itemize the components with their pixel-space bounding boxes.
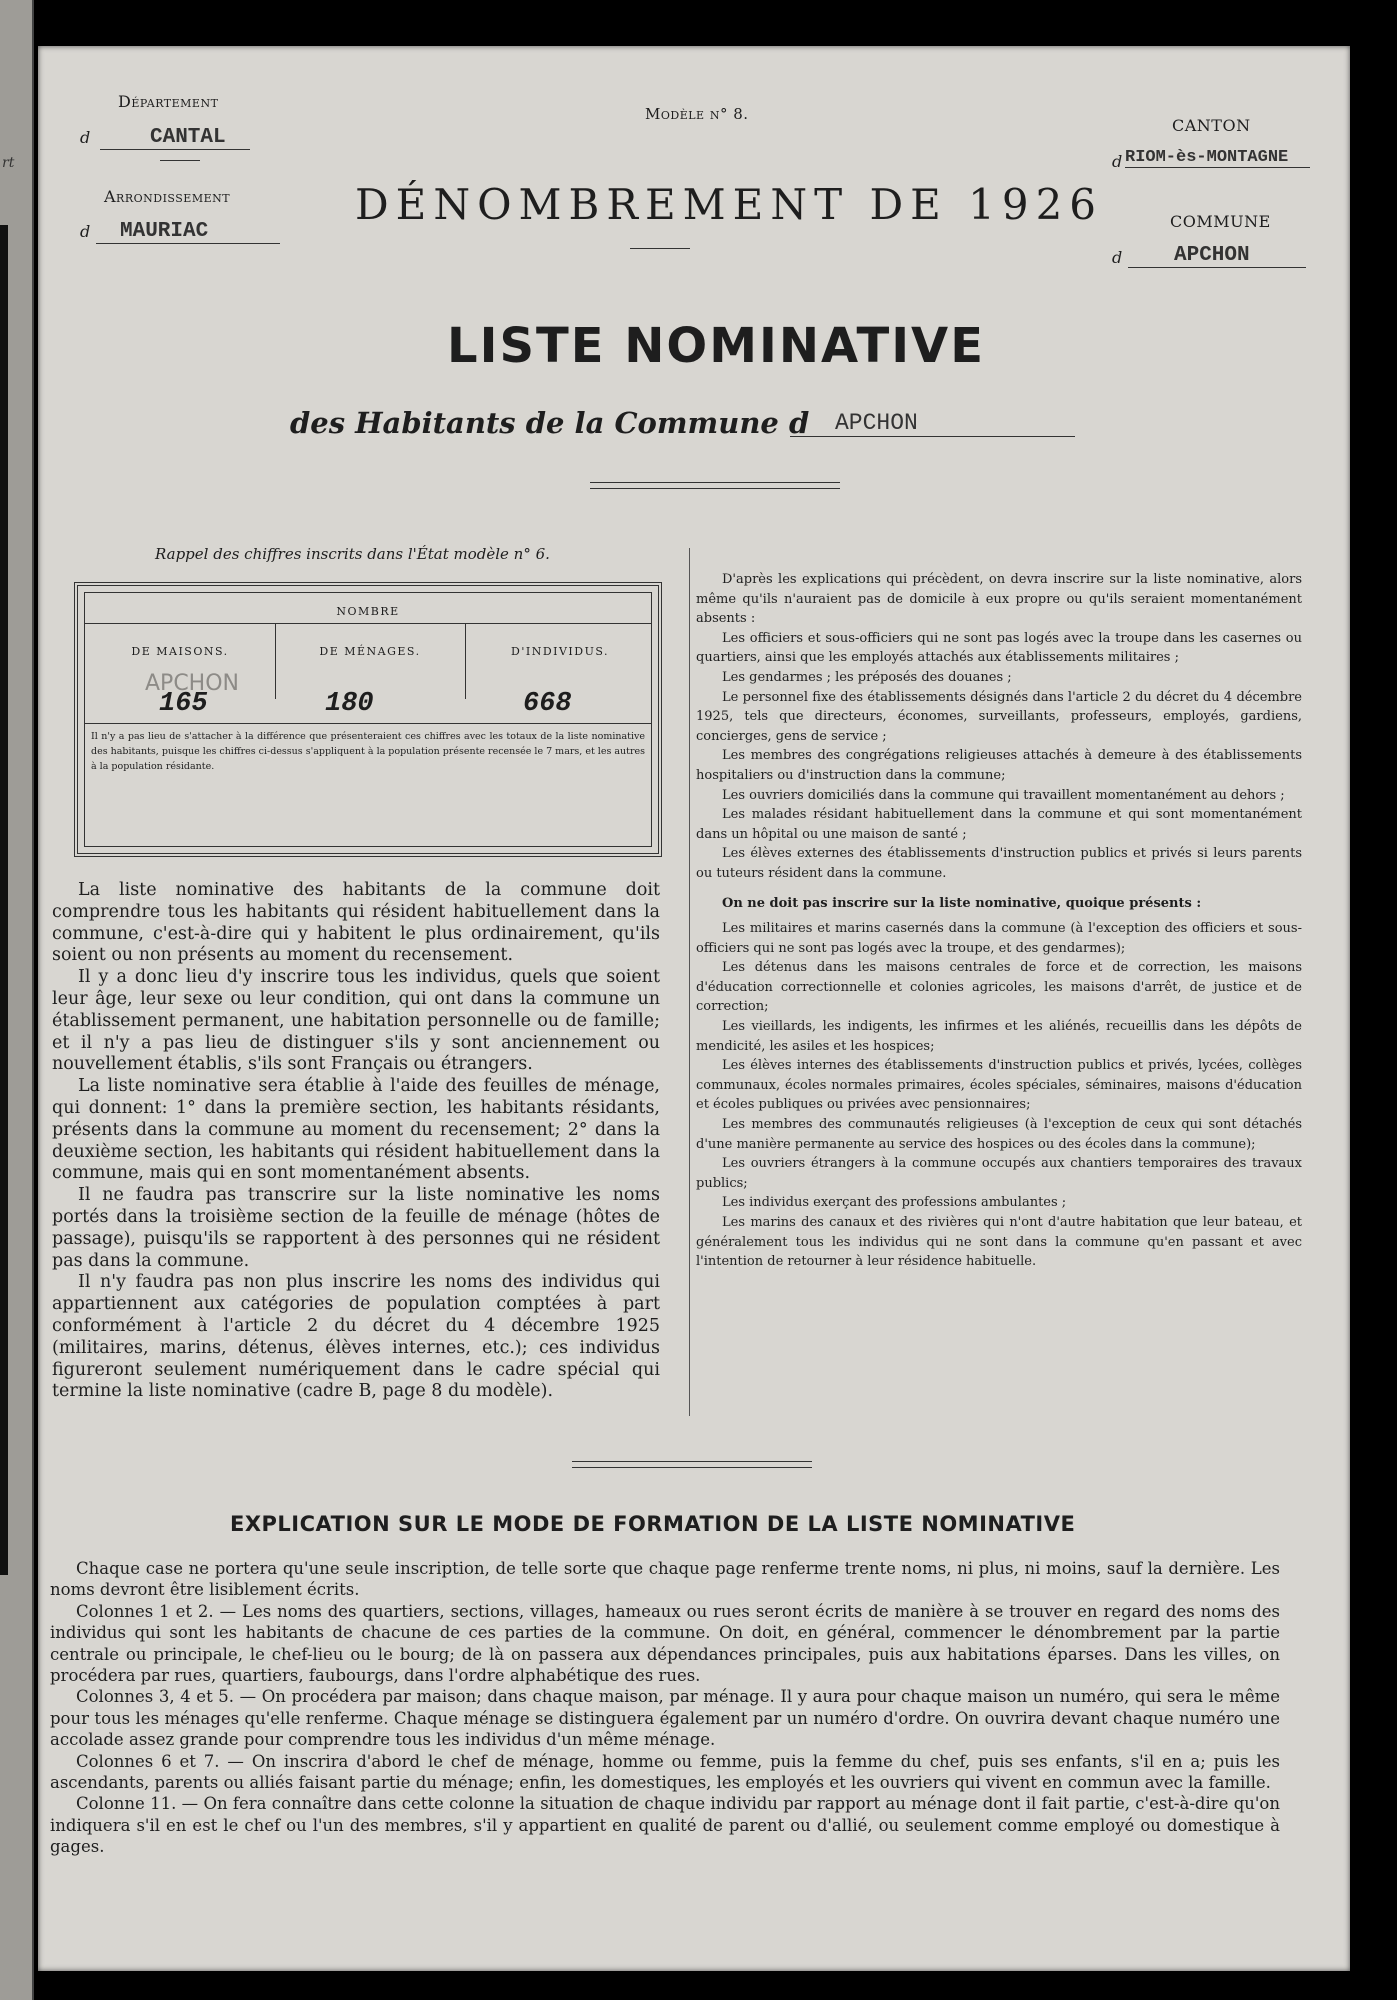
rappel-box (74, 582, 662, 857)
rappel-box-inner (84, 592, 652, 847)
right-paragraph: Les officiers et sous-officiers qui ne sont pas logés avec la troupe dans les casernes ou quartiers, ainsi que les employés attachés aux établissements militaires ; (696, 630, 1302, 666)
right-paragraph: Les membres des congrégations religieuses attachés à demeure à des établissements hospitaliers ou d'instruction dans la commune; (696, 748, 1302, 783)
right-paragraph: Le personnel fixe des établissements désignés dans l'article 2 du décret du 4 décembre 1925, tels que directeurs, économes, surveillants, professeurs, employés, gardiens, concierges, gens de service ; (696, 689, 1302, 744)
right-paragraph: Les marins des canaux et des rivières qui n'ont d'autre habitation que leur bateau, et généralement tous les individus qui ne sont dans la commune qu'en passant et avec l'intention de retourner à leur résidence habituelle. (696, 1215, 1302, 1270)
departement-prefix: d (80, 128, 91, 147)
canton-prefix: d (1112, 152, 1123, 171)
canton-label: CANTON (1172, 116, 1251, 135)
explication-paragraph: Colonnes 1 et 2. — Les noms des quartiers, sections, villages, hameaux ou rues seront écrits de manière à se trouver en regard des noms des individus qui sont les habitants de chacune de ces parties de la commune. On doit, en général, commencer le dénombrement par la partie centrale ou principale, le chef-lieu ou le bourg; de là on passera aux dépendances principales, puis aux habitations éparses. Dans les villes, on procédera par rues, quartiers, faubourgs, dans l'ordre alphabétique des rues. (50, 1601, 1280, 1686)
explication-paragraph: Colonnes 3, 4 et 5. — On procédera par maison; dans chaque maison, par ménage. Il y aura pour chaque maison un numéro, qui sera le même pour tous les ménages qu'elle renferme. Chaque ménage se distinguera également par un numéro d'ordre. On ouvrira devant chaque numéro une accolade assez grande pour comprendre tous les individus d'un même ménage. (50, 1687, 1280, 1750)
canton-value: RIOM-ès-MONTAGNE (1125, 148, 1310, 168)
title-rule (630, 248, 690, 249)
arrondissement-label: Arrondissement (104, 187, 231, 206)
right-paragraph: D'après les explications qui précèdent, on devra inscrire sur la liste nominative, alors même qu'ils n'auraient pas de domicile à eux propre ou qu'ils seraient momentanément absents : (696, 572, 1302, 627)
commune-value: APCHON (1128, 244, 1306, 268)
liste-heading: LISTE NOMINATIVE (447, 318, 985, 374)
departement-label: Département (118, 92, 219, 111)
maisons-header: DE MAISONS. (131, 645, 229, 658)
adjacent-page-text: rt (2, 155, 15, 171)
right-paragraph: Les gendarmes ; les préposés des douanes ; (722, 669, 1012, 685)
explication-paragraph: Colonne 11. — On fera connaître dans cette colonne la situation de chaque individu par rapport au ménage dont il fait partie, c'est-à-dire qu'on indiquera s'il en est le chef ou l'un des membres, s'il y appartient en qualité de parent ou d'allié, ou seulement comme employé ou domestique à gages. (50, 1794, 1280, 1857)
left-paragraph: Il y a donc lieu d'y inscrire tous les individus, quels que soient leur âge, leur sexe ou leur condition, qui ont dans la commune un établissement permanent, une habitation personnelle ou de famille; et il n'y a pas lieu de distinguer s'ils y sont anciennement ou nouvellement établis, s'ils sont Français ou étrangers. (52, 967, 660, 1075)
explication-text (50, 1558, 1280, 1858)
ornament-middle (572, 1461, 812, 1468)
explication-paragraph: Chaque case ne portera qu'une seule inscription, de telle sorte que chaque page renferme trente noms, ni plus, ni moins, sauf la dernière. Les noms devront être lisiblement écrits. (50, 1559, 1280, 1600)
right-paragraph: Les individus exerçant des professions ambulantes ; (722, 1195, 1067, 1211)
ornament-top (590, 482, 840, 489)
menages-count: 180 (325, 689, 374, 719)
liste-subtitle: des Habitants de la Commune d (290, 406, 810, 440)
maisons-count: 165 (159, 689, 208, 719)
left-paragraph: Il ne faudra pas transcrire sur la liste nominative les noms portés dans la troisième section de la feuille de ménage (hôtes de passage), puisqu'ils se rapportent à des personnes qui ne résident pas dans la commune. (52, 1185, 660, 1271)
nombre-header: NOMBRE (336, 605, 400, 618)
commune-label: COMMUNE (1170, 212, 1271, 231)
nombre-rule (85, 623, 651, 624)
liste-commune: APCHON (790, 410, 1075, 437)
rappel-caption: Rappel des chiffres inscrits dans l'État modèle n° 6. (155, 545, 550, 563)
right-paragraph: Les ouvriers domiciliés dans la commune qui travaillent momentanément au dehors ; (722, 787, 1285, 803)
left-paragraph: La liste nominative des habitants de la commune doit comprendre tous les habitants qui résident habituellement dans la commune, c'est-à-dire qui y habitent le plus ordinairement, qu'ils soient ou non présents au moment du recensement. (52, 880, 660, 966)
col-divider-2 (465, 623, 466, 699)
adjacent-page-strip (0, 0, 34, 2000)
adjacent-page-bar (0, 225, 8, 1575)
menages-header: DE MÉNAGES. (319, 645, 421, 658)
commune-stamp: APCHON (145, 671, 239, 696)
arrondissement-prefix: d (80, 222, 91, 241)
left-paragraph: La liste nominative sera établie à l'aide des feuilles de ménage, qui donnent: 1° dans la première section, les habitants résidants, présents dans la commune au moment du recensement; 2° dans la deuxième section, les habitants qui résident habituellement dans la commune, mais qui en sont momentanément absents. (52, 1076, 660, 1184)
individus-count: 668 (523, 689, 572, 719)
right-paragraph: Les élèves internes des établissements d'instruction publics et privés, lycées, collèges communaux, écoles normales primaires, écoles spéciales, séminaires, maisons d'éducation et écoles publiques ou privées avec pensionnaires; (696, 1058, 1302, 1113)
right-paragraph: Les membres des communautés religieuses (à l'exception de ceux qui sont détachés d'une manière permanente au service des hospices ou des écoles dans la commune); (696, 1117, 1302, 1152)
explication-heading: EXPLICATION SUR LE MODE DE FORMATION DE LA LISTE NOMINATIVE (230, 1512, 1076, 1536)
arrondissement-value: MAURIAC (96, 220, 280, 244)
col-divider-1 (275, 623, 276, 699)
right-paragraph: Les ouvriers étrangers à la commune occupés aux chantiers temporaires des travaux publics; (696, 1156, 1302, 1191)
right-paragraph: Les élèves externes des établissements d'instruction publics et privés si leurs parents ou tuteurs résident dans la commune. (696, 846, 1302, 881)
column-divider (689, 548, 690, 1416)
commune-prefix: d (1112, 248, 1123, 267)
left-instructions (52, 880, 660, 1403)
modele-number: Modèle n° 8. (645, 105, 749, 123)
right-paragraph: Les détenus dans les maisons centrales de force et de correction, les maisons d'éducation correctionnelle et colonies agricoles, les maisons d'arrêt, de justice et de correction; (696, 960, 1302, 1015)
departement-value: CANTAL (100, 126, 250, 150)
right-paragraph: Les malades résidant habituellement dans la commune et qui sont momentanément dans un hôpital ou une maison de santé ; (696, 807, 1302, 842)
right-instructions (696, 570, 1302, 1272)
rappel-note: Il n'y a pas lieu de s'attacher à la différence que présenteraient ces chiffres avec les totaux de la liste nominative des habitants, puisque les chiffres ci-dessus s'appliquent à la population présente recensée le 7 mars, et les autres à la population résidante. (91, 731, 645, 772)
page-title: DÉNOMBREMENT DE 1926 (355, 180, 1104, 229)
note-rule (85, 723, 651, 724)
right-paragraph: Les vieillards, les indigents, les infirmes et les aliénés, recueillis dans les dépôts de mendicité, les asiles et les hospices; (696, 1019, 1302, 1054)
exclusion-heading: On ne doit pas inscrire sur la liste nominative, quoique présents : (722, 895, 1202, 911)
header-rule (160, 160, 200, 161)
left-paragraph: Il n'y faudra pas non plus inscrire les noms des individus qui appartiennent aux catégories de population comptées à part conformément à l'article 2 du décret du 4 décembre 1925 (militaires, marins, détenus, élèves internes, etc.); ces individus figureront seulement numériquement dans le cadre spécial qui termine la liste nominative (cadre B, page 8 du modèle). (52, 1272, 660, 1402)
explication-paragraph: Colonnes 6 et 7. — On inscrira d'abord le chef de ménage, homme ou femme, puis la femme du chef, puis ses enfants, s'il en a; puis les ascendants, parents ou alliés faisant partie du ménage; enfin, les domestiques, les employés et les ouvriers qui vivent en commun avec la famille. (50, 1751, 1280, 1793)
individus-header: D'INDIVIDUS. (511, 645, 609, 658)
right-paragraph: Les militaires et marins casernés dans la commune (à l'exception des officiers et sous-officiers qui ne sont pas logés avec la troupe, et des gendarmes); (696, 921, 1302, 956)
